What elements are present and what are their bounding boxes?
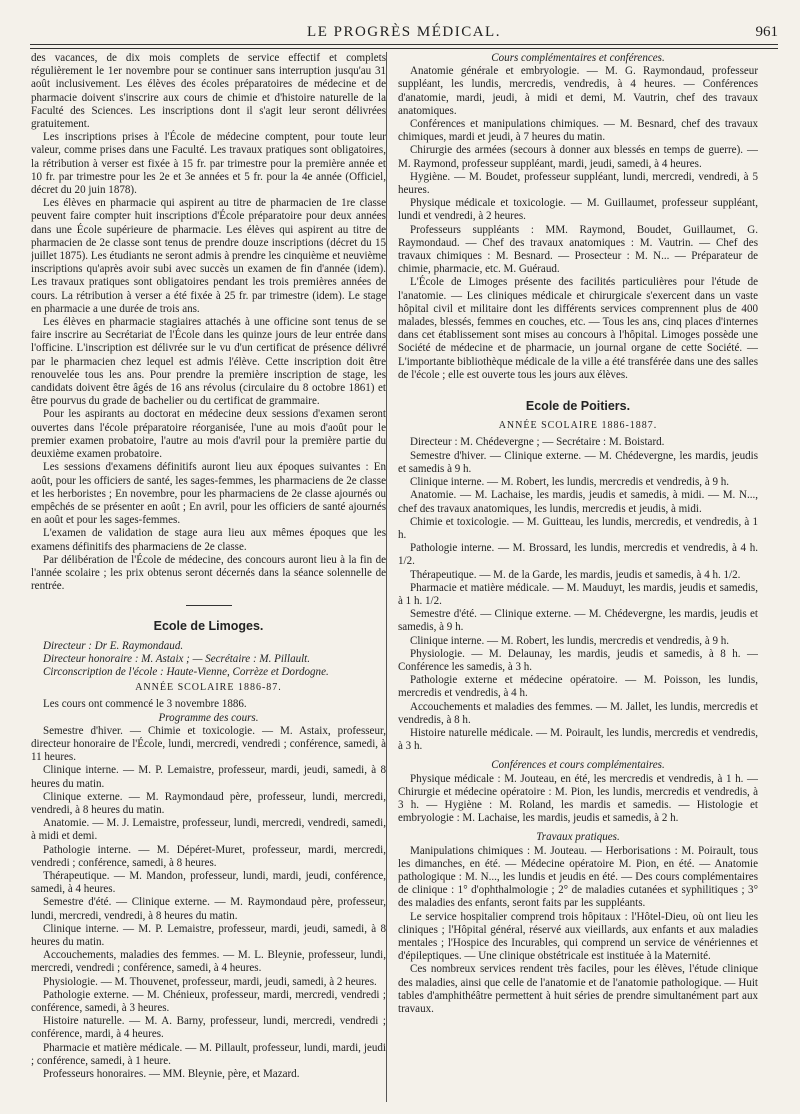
course-entry: Physiologie. — M. Thouvenet, professeur, mardi, jeudi, samedi, à 2 heures. [43, 975, 377, 988]
course-entry: Clinique interne. — M. P. Lemaistre, professeur, mardi, jeudi, samedi, à 8 heures du matin. [31, 764, 386, 790]
course-entry: Semestre d'hiver. — Clinique externe. — M. Chédevergne, les mardis, jeudis et samedis à 9 h. [398, 449, 758, 475]
course-entry: Pathologie externe et médecine opératoire. — M. Poisson, les lundis, mercredis et vendredis, à 4 h. [398, 674, 758, 700]
paragraph: Les élèves en pharmacie qui aspirent au titre de pharmacien de 1re classe peuvent faire compter huit inscriptions d'École préparatoire pour deux années dans une École supérieure de pharmacie. Les élèves qui aspirent au titre de pharmacien de 2e classe sont tenus de prendre douze inscriptions (décret du 15 juillet 1875). Les étudiants ne seront admis à prendre les cinquième et neuvième inscriptions qu'après avoir subi avec succès un examen de fin d'année (idem). Les travaux pratiques sont obligatoires pendant les trois premières années de cours. La rétribution à verser a été fixée à 25 fr. par trimestre (idem). Le stage en pharmacie a une durée de trois ans. [31, 197, 386, 315]
paragraph: L'École de Limoges présente des facilités particulières pour l'étude de l'anatomie. — Les cliniques médicale et chirurgicale s'exercent dans un vaste hôpital civil et militaire dont les différents services comprennent plus de 400 malades, blessés, femmes en couches, etc. — Tous les ans, cinq places d'internes dans cet établissement sont mises au concours à l'hôpital. Limoges possède une Société de médecine et de pharmacie, un journal organe de cette Société. — L'importante bibliothèque médicale de la ville a été transférée dans une des salles de l'école ; elle est ouverte tous les jours aux élèves. [398, 276, 758, 381]
course-entry: Pathologie externe. — M. Chénieux, professeur, mardi, mercredi, vendredi ; conférence, samedi, à 3 heures. [31, 988, 386, 1015]
section-separator [186, 605, 232, 606]
course-entry: Pharmacie et matière médicale. — M. Pillault, professeur, lundi, mardi, jeudi ; conférence, samedi, à 1 heure. [31, 1041, 386, 1067]
course-entry: Manipulations chimiques : M. Jouteau. — Herborisations : M. Poirault, tous les dimanches, en été. — Médecine opératoire M. Pion, en été. — Anatomie pathologique : M. N..., les lundis et jeudis en été. — Des cours complémentaires de clinique : 1° d'ophthalmologie ; 2° de maladies cutanées et syphilitiques ; 3° des maladies des enfants, seront faits par les suppléants. [398, 844, 758, 910]
course-entry: Pathologie interne. — M. Brossard, les lundis, mercredis et vendredis, à 4 h. 1/2. [398, 542, 758, 568]
course-entry: Anatomie. — M. Lachaise, les mardis, jeudis et samedis, à midi. — M. N..., chef des travaux anatomiques, les lundis, mercredis et jeudis, à midi. [398, 489, 758, 515]
paragraph: Pour les aspirants au doctorat en médecine deux sessions d'examen seront ouvertes dans l'école préparatoire réorganisée, l'une au mois d'août pour le premier examen probatoire, l'autre au mois d'avril pour la première partie du deuxième examen probatoire. [31, 408, 386, 461]
limoges-school-year: ANNÉE SCOLAIRE 1886-87. [135, 682, 282, 694]
course-entry: Histoire naturelle médicale. — M. Poirault, les lundis, mercredis et vendredis, à 3 h. [398, 726, 758, 753]
course-entry: Professeurs suppléants : MM. Raymond, Boudet, Guillaumet, G. Raymondaud. — Chef des travaux anatomiques : M. Vautrin. — Chef des travaux chimiques : M. Besnard. — Prosecteur : M. N... — Préparateur de chimie, pharmacie, etc. M. Guéraud. [398, 223, 758, 276]
course-entry: Chirurgie des armées (secours à donner aux blessés en temps de guerre). — M. Raymond, professeur suppléant, mardi, jeudi, samedi, à 4 heures. [398, 144, 758, 170]
course-entry: Clinique interne. — M. Robert, les lundis, mercredis et vendredis, à 9 h. [410, 476, 730, 489]
course-entry: Clinique externe. — M. Raymondaud père, professeur, lundi, mercredi, vendredi, à 8 heures du matin. [31, 790, 386, 816]
poitiers-school-year: ANNÉE SCOLAIRE 1886-1887. [498, 420, 658, 432]
poitiers-tp-heading: Travaux pratiques. [536, 831, 620, 844]
running-header [30, 24, 778, 44]
paragraph: Par délibération de l'École de médecine, des concours auront lieu à la fin de l'année scolaire ; les prix obtenus seront décernés dans la séance solennelle de rentrée. [31, 553, 386, 593]
course-entry: Thérapeutique. — M. Mandon, professeur, lundi, mardi, jeudi, conférence, samedi, à 4 heures. [31, 869, 386, 896]
limoges-circonscription: Circonscription de l'école : Haute-Vienne, Corrèze et Dordogne. [43, 665, 329, 678]
course-entry: Pathologie interne. — M. Dépéret-Muret, professeur, mardi, mercredi, vendredi ; conférence, samedi, à 8 heures. [31, 843, 386, 869]
section-heading-poitiers: Ecole de Poitiers. [525, 399, 631, 414]
course-entry: Semestre d'été. — Clinique externe. — M. Raymondaud père, professeur, lundi, mercredi, vendredi, à 8 heures du matin. [31, 896, 386, 922]
paragraph: Les inscriptions prises à l'École de médecine comptent, pour toute leur valeur, comme prises dans une Faculté. Les travaux pratiques sont obligatoires, la rétribution à verser est fixée à 15 fr. par trimestre pour la première année et 10 fr. par trimestre pour les 2e et 3e années et 5 fr. pour la 4e année (Officiel, décret du 20 juin 1878). [31, 131, 386, 197]
course-entry: Accouchements et maladies des femmes. — M. Jallet, les lundis, mercredis et vendredis, à 8 h. [398, 700, 758, 726]
course-entry: Conférences et manipulations chimiques. — M. Besnard, chef des travaux chimiques, mardi et jeudi, à 7 heures du matin. [398, 118, 758, 144]
limoges-honorary-director: Directeur honoraire : M. Astaix ; — Secrétaire : M. Pillault. [43, 652, 311, 665]
limoges-director: Directeur : Dr E. Raymondaud. [43, 639, 184, 652]
course-entry: Professeurs honoraires. — MM. Bleynie, père, et Mazard. [43, 1068, 300, 1081]
paragraph: Les sessions d'examens définitifs auront lieu aux époques suivantes : En août, pour les officiers de santé, les sages-femmes, les pharmaciens de 2e classe et les herboristes ; En novembre, pour les pharmaciens de 2e classe ajournés ou empêchés de se présenter en août ; En avril, pour les officiers de santé ajournés en août et pour les sages-femmes. [31, 461, 386, 527]
paragraph: Le service hospitalier comprend trois hôpitaux : l'Hôtel-Dieu, où ont lieu les cliniques ; l'Hôpital général, réservé aux vieillards, aux enfants et aux maladies mentales ; l'Hospice des Incurables, qui comprend un service de vénériennes et d'épileptiques. — Une clinique obstétricale est instituée à la Maternité. [398, 910, 758, 963]
paragraph: L'examen de validation de stage aura lieu aux mêmes époques que les examens définitifs des pharmaciens de 2e classe. [31, 527, 386, 553]
paragraph: des vacances, de dix mois complets de service effectif et complets régulièrement le 1er novembre pour se continuer sans interruption jusqu'au 31 août inclusivement. Les élèves des écoles préparatoires de médecine et de pharmacie doivent s'inscrire aux cours de chimie et d'histoire naturelle de la Faculté des Sciences. Les inscriptions dont il s'agit leur seront délivrées gratuitement. [31, 52, 386, 131]
course-entry: Anatomie générale et embryologie. — M. G. Raymondaud, professeur suppléant, les lundis, mercredis, vendredis, à 4 heures. — Conférences d'anatomie, mardi, jeudi, à midi et demi, M. Vautrin, chef des travaux anatomiques. [398, 65, 758, 117]
course-entry: Semestre d'hiver. — Chimie et toxicologie. — M. Astaix, professeur, directeur honoraire de l'École, lundi, mercredi, vendredi ; conférence, samedi, à 11 heures. [31, 724, 386, 764]
course-entry: Hygiène. — M. Boudet, professeur suppléant, lundi, mercredi, vendredi, à 5 heures. [398, 170, 758, 197]
course-entry: Physiologie. — M. Delaunay, les mardis, jeudis et samedis, à 8 h. — Conférence les samedis, à 3 h. [398, 647, 758, 673]
left-column [31, 52, 386, 1104]
section-heading-limoges: Ecole de Limoges. [153, 619, 264, 634]
limoges-cc-heading: Cours complémentaires et conférences. [491, 52, 665, 64]
right-column [398, 52, 758, 1104]
course-entry: Thérapeutique. — M. de la Garde, les mardis, jeudis et samedis, à 4 h. 1/2. [410, 568, 741, 581]
course-entry: Accouchements, maladies des femmes. — M. L. Bleynie, professeur, lundi, mercredi, vendredi ; conférence, samedi, à 4 heures. [31, 949, 386, 975]
header-rule-thin [30, 48, 778, 49]
page-number: 961 [755, 24, 778, 40]
header-rule [30, 44, 778, 45]
course-entry: Clinique interne. — M. Robert, les lundis, mercredis et vendredis, à 9 h. [410, 634, 730, 647]
course-entry: Anatomie. — M. J. Lemaistre, professeur, lundi, mercredi, vendredi, samedi, à midi et demi. [31, 817, 386, 843]
poitiers-cc-heading: Conférences et cours complémentaires. [491, 759, 665, 772]
course-entry: Histoire naturelle. — M. A. Barny, professeur, lundi, mercredi, vendredi ; conférence, mardi, à 4 heures. [31, 1015, 386, 1041]
course-entry: Pharmacie et matière médicale. — M. Mauduyt, les mardis, jeudis et samedis, à 1 h. 1/2. [398, 581, 758, 607]
course-entry: Physique médicale et toxicologie. — M. Guillaumet, professeur suppléant, lundi et vendredi, à 2 heures. [398, 197, 758, 223]
limoges-programme-heading: Programme des cours. [158, 711, 259, 724]
course-entry: Clinique interne. — M. P. Lemaistre, professeur, mardi, jeudi, samedi, à 8 heures du matin. [31, 922, 386, 948]
course-entry: Semestre d'été. — Clinique externe. — M. Chédevergne, les mardis, jeudis et samedis, à 9 h. [398, 608, 758, 634]
course-entry: Chimie et toxicologie. — M. Guitteau, les lundis, mercredis, et vendredis, à 1 h. [398, 515, 758, 541]
column-divider [386, 52, 387, 1102]
paragraph: Ces nombreux services rendent très faciles, pour les élèves, l'étude clinique des maladies, ainsi que celle de l'anatomie et de l'anatomie pathologique. — Huit tables d'amphithéâtre permettent à huit séries de prendre simultanément part aux travaux. [398, 963, 758, 1016]
journal-title: LE PROGRÈS MÉDICAL. [307, 24, 501, 40]
limoges-start-date: Les cours ont commencé le 3 novembre 1886. [43, 698, 247, 711]
course-entry: Physique médicale : M. Jouteau, en été, les mercredis et vendredis, à 1 h. — Chirurgie et médecine opératoire : M. Pion, les lundis, mercredis et vendredis, à 3 h. — Hygiène : M. Roland, les mardis et samedis. — Histologie et embryologie : M. Lachaise, les mardis, jeudis et samedis, à 2 h. [398, 772, 758, 825]
paragraph: Les élèves en pharmacie stagiaires attachés à une officine sont tenus de se faire inscrire au Secrétariat de l'École dans les quinze jours de leur entrée dans l'officine. L'inscription est délivrée sur le vu d'un certificat de présence délivré par le pharmacien chez lequel est admis l'élève. Cette inscription doit être renouvelée tous les ans. Pour prendre la première inscription de stage, les candidats doivent être âgés de 16 ans révolus (circulaire du 8 octobre 1861) et être pourvus du grade de bachelier ou du certificat de grammaire. [31, 316, 386, 408]
course-entry: Directeur : M. Chédevergne ; — Secrétaire : M. Boistard. [410, 436, 665, 449]
